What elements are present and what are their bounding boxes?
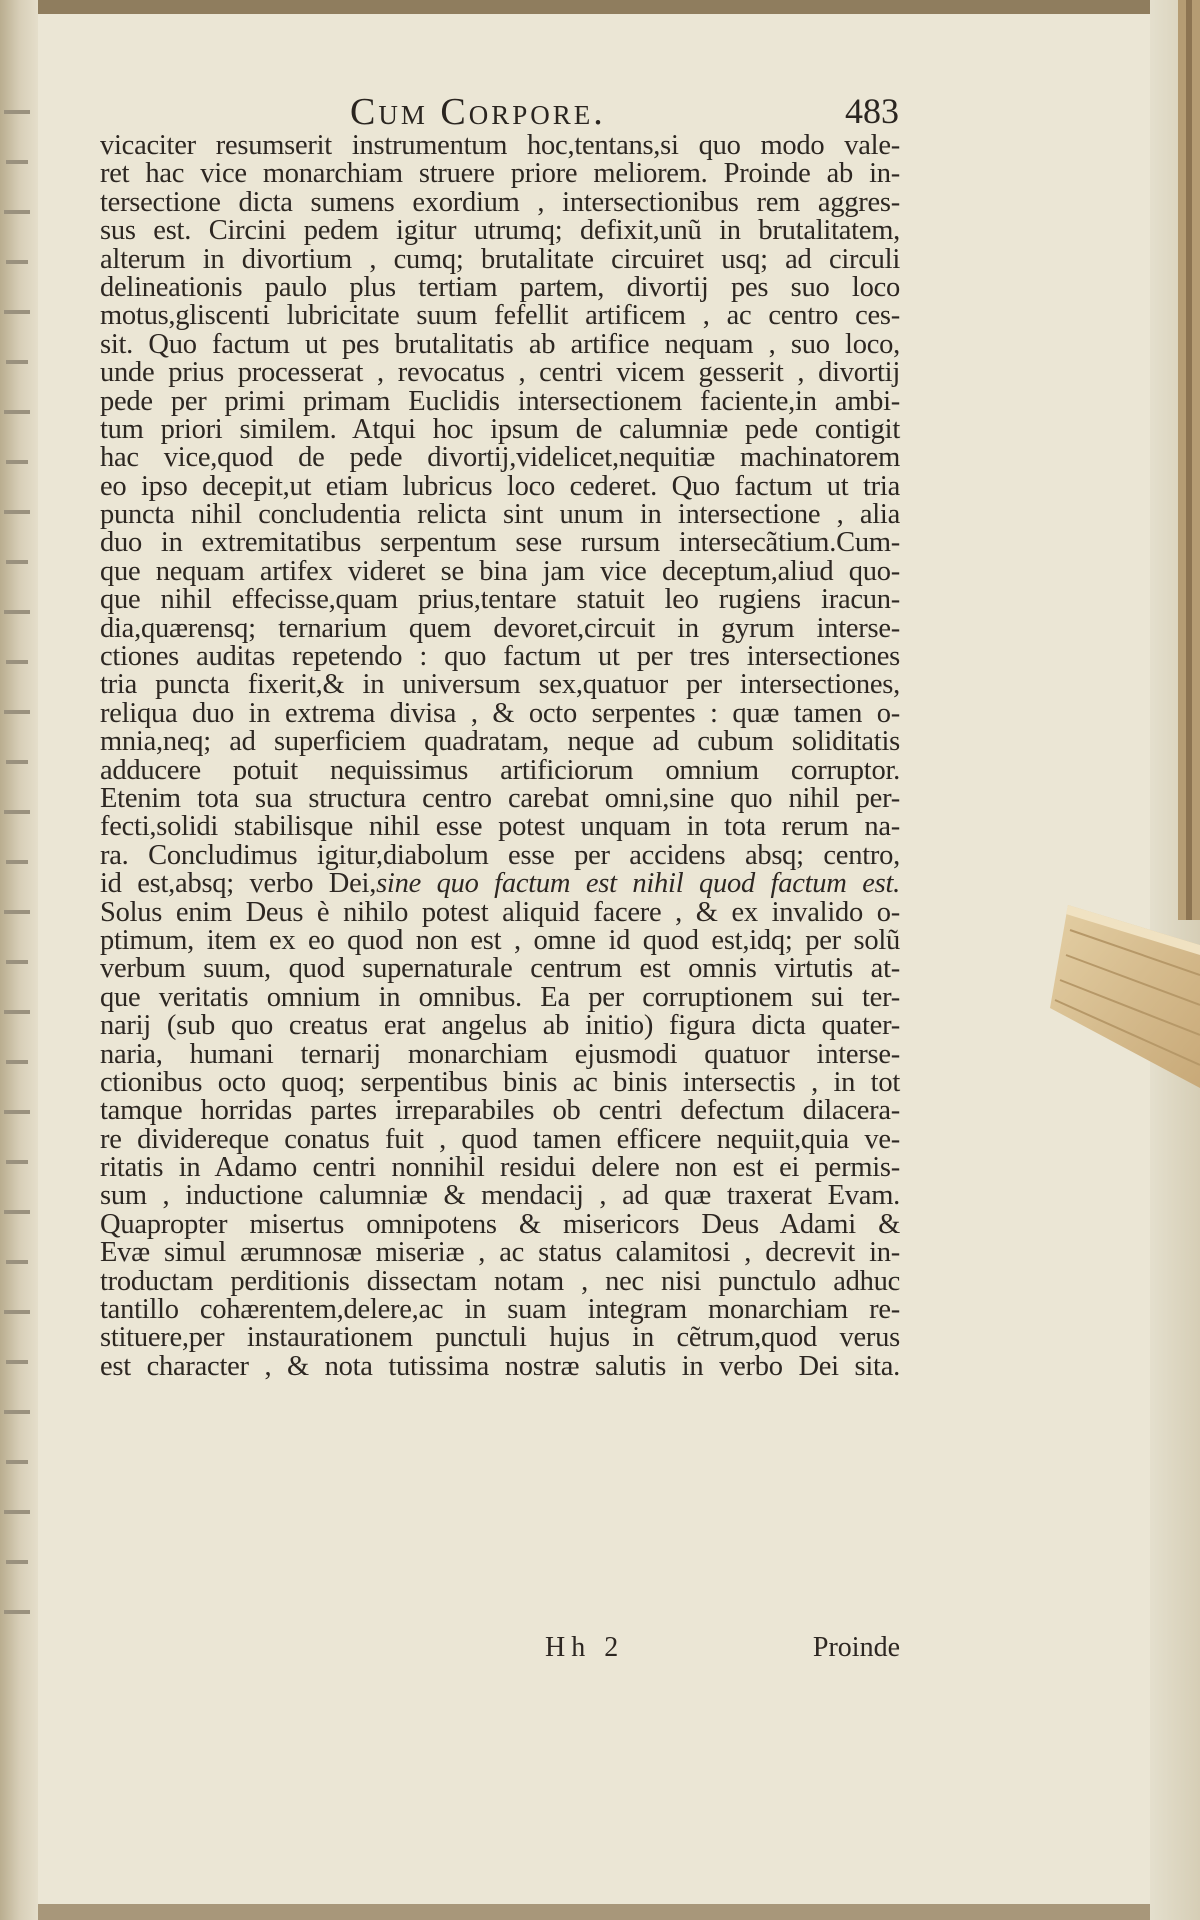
text-line: reliqua duo in extrema divisa , & octo serpentes : quæ tamen o- (100, 697, 900, 729)
text-line: est character , & nota tutissima nostræ salutis in verbo Dei sita. (100, 1350, 900, 1382)
signature-mark: Hh 2 (545, 1632, 625, 1663)
text-line: hac vice,quod de pede divortij,videlicet,nequitiæ machinatorem (100, 442, 900, 474)
text-line: fecti,solidi stabilisque nihil esse potest unquam in tota rerum na- (100, 811, 900, 843)
text-line: stituere,per instaurationem punctuli hujus in cẽtrum,quod verus (100, 1322, 900, 1354)
text-line: ra. Concludimus igitur,diabolum esse per accidens absq; centro, (100, 839, 900, 871)
text-line: tersectione dicta sumens exordium , intersectionibus rem aggres- (100, 186, 900, 218)
text-line: sum , inductione calumniæ & mendacij , ad quæ traxerat Evam. (100, 1180, 900, 1212)
text-line: tum priori similem. Atqui hoc ipsum de calumniæ pede contigit (100, 413, 900, 445)
text-line: Solus enim Deus è nihilo potest aliquid facere , & ex invalido o- (100, 896, 900, 928)
text-line: ctiones auditas repetendo : quo factum ut per tres intersectiones (100, 641, 900, 673)
catchword: Proinde (812, 1632, 900, 1663)
text-line-roman: id est,absq; verbo Dei, (100, 868, 377, 900)
text-line: motus,gliscenti lubricitate suum fefellit artificem , ac centro ces- (100, 300, 900, 332)
text-line: narij (sub quo creatus erat angelus ab initio) figura dicta quater- (100, 1010, 900, 1042)
text-line: delineationis paulo plus tertiam partem, divortij pes suo loco (100, 271, 900, 303)
page-footer (100, 1632, 900, 1672)
text-line: adducere potuit nequissimus artificiorum omnium corruptor. (100, 754, 900, 786)
text-line: naria, humani ternarij monarchiam ejusmodi quatuor interse- (100, 1038, 900, 1070)
text-line: tantillo cohærentem,delere,ac in suam integram monarchiam re- (100, 1294, 900, 1326)
text-line: dia,quærensq; ternarium quem devoret,circuit in gyrum interse- (100, 612, 900, 644)
text-line-italic: sine quo factum est nihil quod factum est. (376, 868, 900, 900)
body-text (100, 132, 900, 1381)
text-line: Evæ simul ærumnosæ miseriæ , ac status calamitosi , decrevit in- (100, 1237, 900, 1269)
text-line: que veritatis omnium in omnibus. Ea per corruptionem sui ter- (100, 981, 900, 1013)
text-line: que nihil effecisse,quam prius,tentare statuit leo rugiens iracun- (100, 584, 900, 616)
page-number: 483 (845, 91, 899, 131)
text-line: vicaciter resumserit instrumentum hoc,tentans,si quo modo vale- (100, 130, 900, 161)
text-line: ret hac vice monarchiam struere priore meliorem. Proinde ab in- (100, 158, 900, 190)
text-line: re dividereque conatus fuit , quod tamen efficere nequiit,quia ve- (100, 1123, 900, 1155)
text-line: verbum suum, quod supernaturale centrum est omnis virtutis at- (100, 953, 900, 985)
text-line: unde prius processerat , revocatus , centri vicem gesserit , divortij (100, 357, 900, 389)
text-line: que nequam artifex videret se bina jam vice deceptum,aliud quo- (100, 555, 900, 587)
text-line: ctionibus octo quoq; serpentibus binis ac binis intersectis , in tot (100, 1066, 900, 1098)
running-head: Cum Corpore. (350, 91, 606, 133)
text-line: troductam perditionis dissectam notam , nec nisi punctulo adhuc (100, 1265, 900, 1297)
text-line: Etenim tota sua structura centro carebat omni,sine quo nihil per- (100, 782, 900, 814)
text-line: tamque horridas partes irreparabiles ob centri defectum dilacera- (100, 1095, 900, 1127)
text-line: sus est. Circini pedem igitur utrumq; defixit,unũ in brutalitatem, (100, 215, 900, 247)
text-line (100, 870, 900, 898)
text-line: ritatis in Adamo centri nonnihil residui delere non est ei permis- (100, 1152, 900, 1184)
text-line: alterum in divortium , cumq; brutalitate circuiret usq; ad circuli (100, 243, 900, 275)
text-line: pede per primi primam Euclidis intersectionem faciente,in ambi- (100, 385, 900, 417)
text-line: mnia,neq; ad superficiem quadratam, neque ad cubum soliditatis (100, 726, 900, 758)
text-line: eo ipso decepit,ut etiam lubricus loco cederet. Quo factum ut tria (100, 470, 900, 502)
text-line: duo in extremitatibus serpentum sese rursum intersecãtium.Cum- (100, 527, 900, 559)
text-line: Quapropter misertus omnipotens & misericors Deus Adami & (100, 1208, 900, 1240)
text-line: tria puncta fixerit,& in universum sex,quatuor per intersectiones, (100, 669, 900, 701)
text-line: ptimum, item ex eo quod non est , omne id quod est,idq; per solũ (100, 924, 900, 956)
text-line: sit. Quo factum ut pes brutalitatis ab artifice nequam , suo loco, (100, 328, 900, 360)
text-line: puncta nihil concludentia relicta sint unum in intersectione , alia (100, 499, 900, 531)
